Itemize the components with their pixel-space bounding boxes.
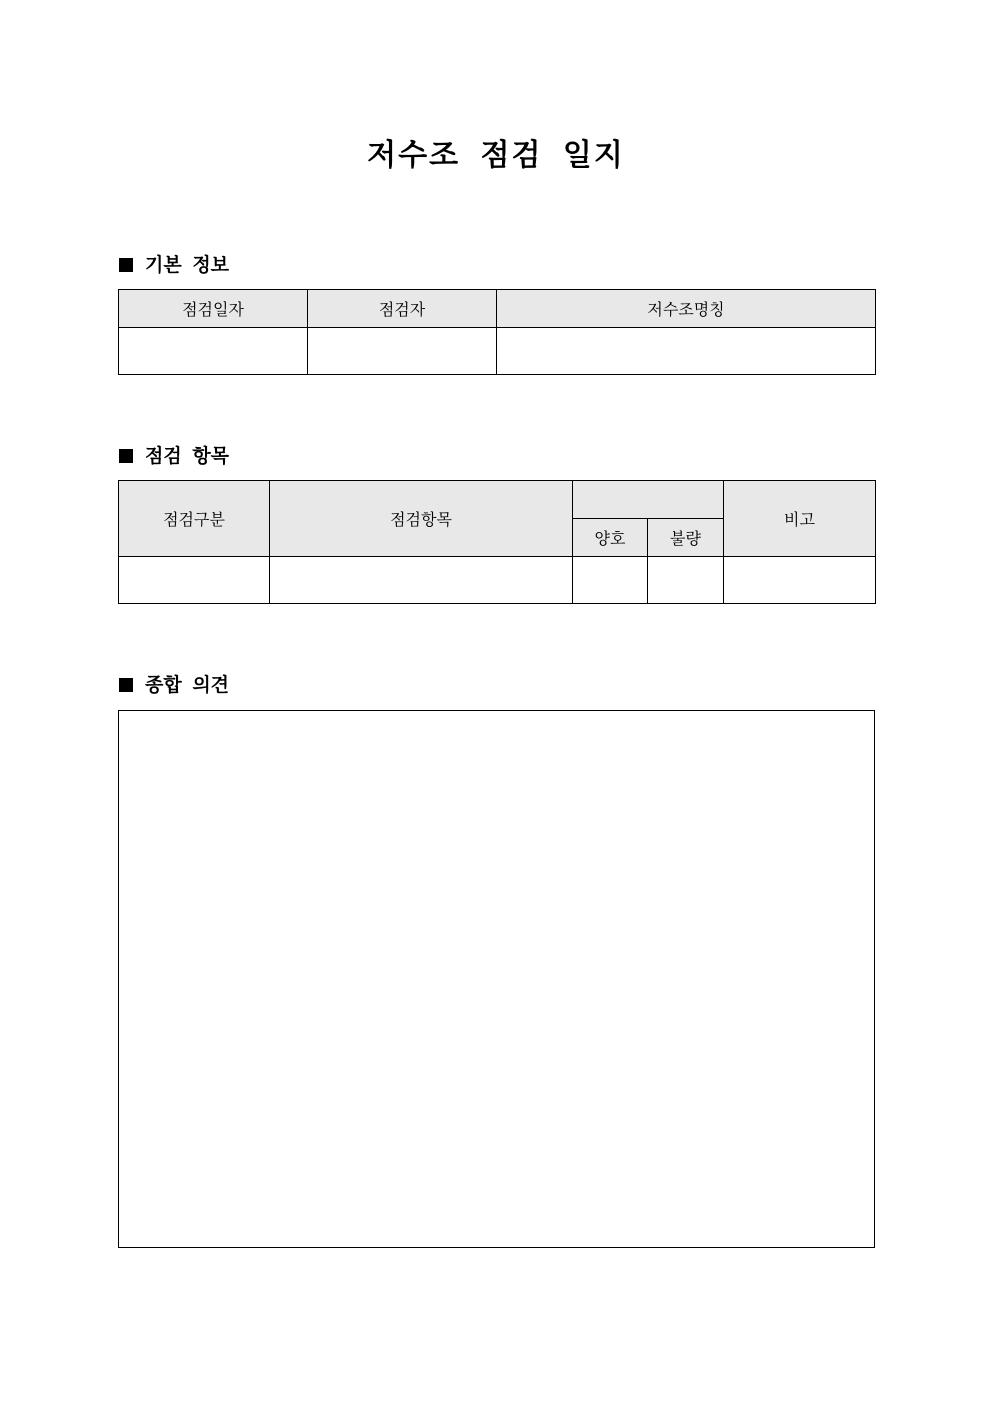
inspection-heading [119,444,229,468]
opinion-heading [119,673,229,697]
header-remarks: 비고 [724,481,876,557]
inspection-table [118,480,876,604]
overall-opinion-box[interactable] [118,710,875,1248]
category-cell[interactable] [119,557,270,604]
inspector-cell[interactable] [308,328,497,375]
basic-info-header-row [119,290,876,328]
header-item: 점검항목 [270,481,573,557]
basic-info-table [118,289,876,375]
square-bullet-icon [119,258,133,272]
basic-info-data-row [119,328,876,375]
inspection-heading-label: 점검 항목 [145,445,230,467]
header-category: 점검구분 [119,481,270,557]
bad-cell[interactable] [648,557,724,604]
square-bullet-icon [119,449,133,463]
header-result-group [573,481,724,519]
header-tank-name: 저수조명칭 [497,290,876,328]
header-inspection-date: 점검일자 [119,290,308,328]
inspection-header-row-1 [119,481,876,519]
document-title: 저수조 점검 일지 [367,138,625,173]
opinion-heading-label: 종합 의견 [145,674,230,696]
basic-info-heading-label: 기본 정보 [145,254,230,276]
tank-name-cell[interactable] [497,328,876,375]
basic-info-heading [119,253,229,277]
good-cell[interactable] [573,557,648,604]
header-bad: 불량 [648,519,724,557]
inspection-data-row [119,557,876,604]
header-inspector: 점검자 [308,290,497,328]
item-cell[interactable] [270,557,573,604]
header-good: 양호 [573,519,648,557]
square-bullet-icon [119,678,133,692]
remarks-cell[interactable] [724,557,876,604]
inspection-date-cell[interactable] [119,328,308,375]
